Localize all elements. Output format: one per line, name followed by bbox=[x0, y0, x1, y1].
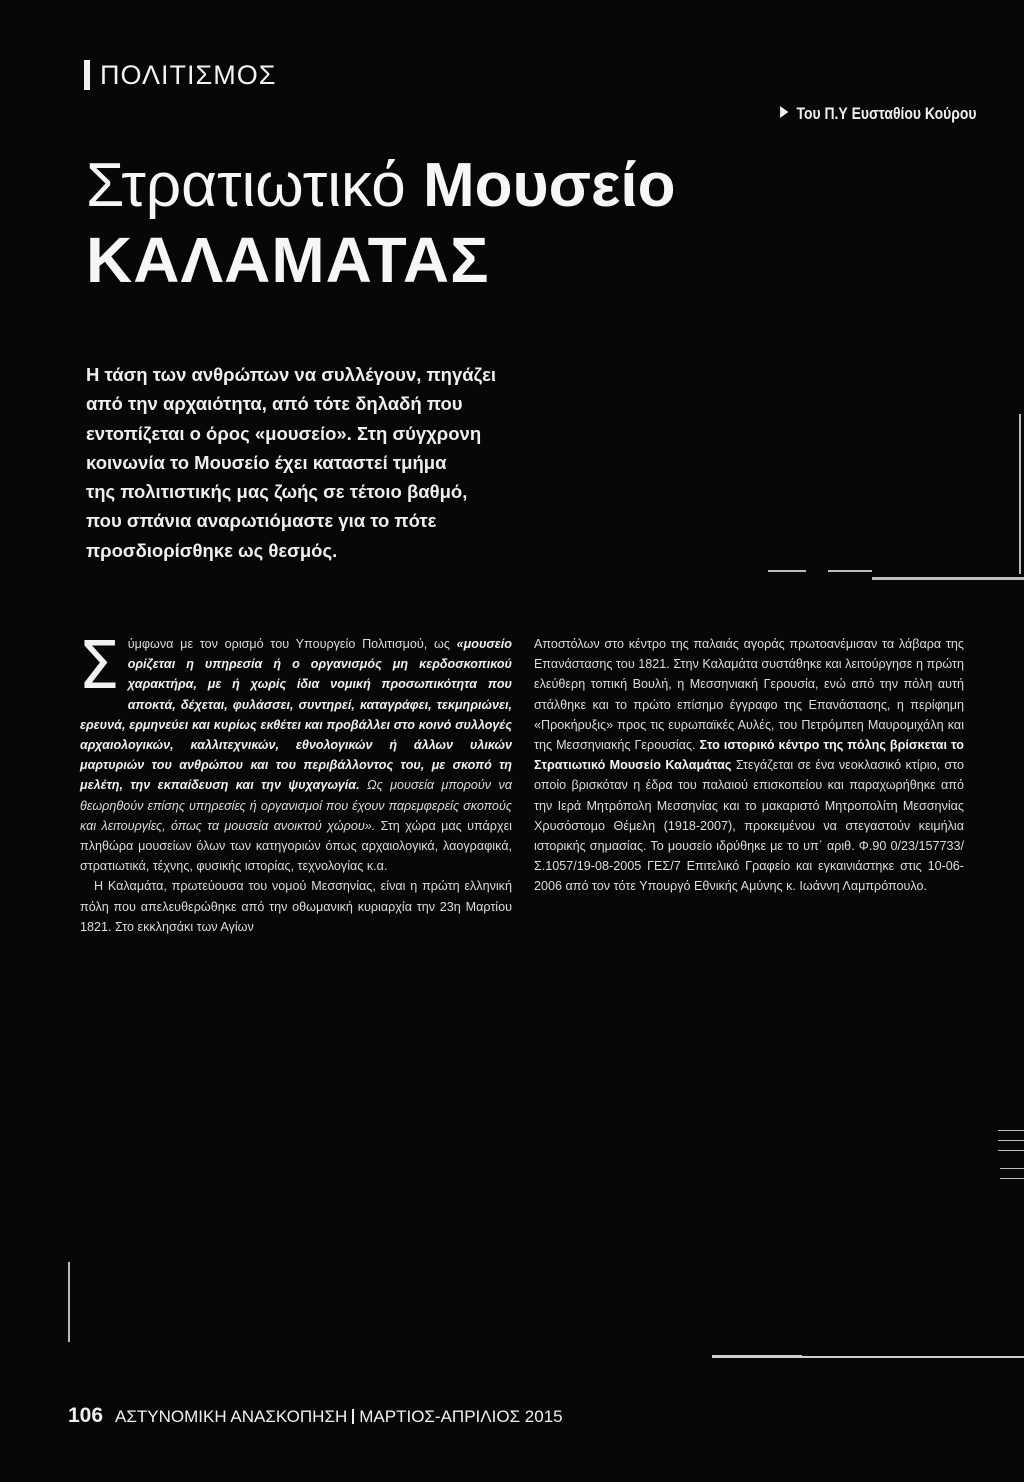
section-marker bbox=[84, 60, 90, 90]
edge-rule bbox=[1019, 414, 1021, 574]
body-column-right bbox=[534, 634, 964, 897]
quote-bold-italic: «μουσείο ορίζεται η υπηρεσία ή ο οργανισμός μη κερδοσκοπικού χαρακτήρα, με ή χωρίς ίδια νομική προσωπικότητα που αποκτά, δέχεται, φυλάσσει, συντηρεί, καταγράφει, τεκμηριώνει, ερευνά, ερμηνεύει και κυρίως εκθέτει και προβάλλει στο κοινό συλλογές αρχαιολογικών, καλλιτεχνικών, εθνολογικών ή άλλων υλικών μαρτυριών του ανθρώπου και του περιβάλλοντος του, με σκοπό τη μελέτη, την εκπαίδευση και την ψυχαγωγία. bbox=[80, 637, 512, 793]
text-run: Αποστόλων στο κέντρο της παλαιάς αγοράς πρωτοανέμισαν τα λάβαρα της Επανάστασης του 1821. Στην Καλαμάτα συστάθηκε και λειτούργησε η πρώτη ελεύθερη τοπική Βουλή, η Μεσσηνιακή Γερουσία, ενώ από την πόλη αυτή στάλθηκε και το πρώτο επίσημο έγγραφο της Επανάστασης, η περίφημη «Προκήρυξις» προς τις ευρωπαϊκές Αυλές, του Πετρόμπεη Μαυρομιχάλη και της Μεσσηνιακής Γερουσίας. bbox=[534, 637, 964, 753]
footer-rule-vertical bbox=[68, 1262, 70, 1342]
paragraph: Η Καλαμάτα, πρωτεύουσα του νομού Μεσσηνίας, είναι η πρώτη ελληνική πόλη που απελευθερώθηκε από την οθωμανική κυριαρχία την 23η Μαρτίου 1821. Στο εκκλησάκι των Αγίων bbox=[80, 879, 512, 934]
divider-rule bbox=[768, 570, 806, 572]
section-label: ΠΟΛΙΤΙΣΜΟΣ bbox=[100, 60, 277, 90]
text-run: Στεγάζεται σε ένα νεοκλασικό κτίριο, στο οποίο βρισκόταν η έδρα του παλαιού επισκοπείου και παραχωρήθηκε από την Ιερά Μητρόπολη Μεσσηνίας και το μακαριστό Μητροπολίτη Μεσσηνίας Χρυσόστομο Θέμελη (1918-2007), προκειμένου να στεγαστούν κειμήλια ιστορικής σημασίας. Το μουσείο ιδρύθηκε με το υπ΄ αριθ. Φ.90 0/23/157733/Σ.1057/19-08-2005 ΓΕΣ/7 Επιτελικό Γραφείο και εγκαινιάστηκε στις 10-06-2006 από τον τότε Υπουργό Εθνικής Αμύνης κ. Ιωάννη Λαμπρόπουλο. bbox=[534, 758, 965, 894]
lead-line: εντοπίζεται ο όρος «μουσείο». Στη σύγχρονη bbox=[86, 422, 482, 444]
paragraph bbox=[78, 627, 512, 876]
author-name: Του Π.Υ Ευσταθίου Κούρου bbox=[796, 104, 976, 123]
lead-line: της πολιτιστικής μας ζωής σε τέτοιο βαθμό, bbox=[86, 481, 468, 503]
divider-rule bbox=[1000, 1178, 1024, 1179]
divider-rule bbox=[828, 570, 872, 572]
article-lead bbox=[86, 360, 526, 565]
footer-rule bbox=[712, 1355, 802, 1358]
issue-date: ΜΑΡΤΙΟΣ-ΑΠΡΙΛΙΟΣ 2015 bbox=[359, 1407, 563, 1426]
quote-italic: Ως μουσεία μπορούν να θεωρηθούν επίσης υπηρεσίες ή οργανισμοί που έχουν παρεμφερείς σκοπούς και λειτουργίες, όπως τα μουσεία ανοικτού χώρου». bbox=[80, 778, 512, 833]
triangle-icon bbox=[780, 106, 788, 118]
lead-line: κοινωνία το Μουσείο έχει καταστεί τμήμα bbox=[86, 451, 447, 473]
page-footer bbox=[68, 1404, 563, 1429]
divider-rule bbox=[1000, 1168, 1024, 1169]
footer-rule bbox=[802, 1356, 1024, 1358]
lead-line: που σπάνια αναρωτιόμαστε για το πότε bbox=[86, 510, 437, 532]
magazine-name: ΑΣΤΥΝΟΜΙΚΗ ΑΝΑΣΚΟΠΗΣΗ bbox=[115, 1407, 348, 1426]
divider-rule bbox=[998, 1140, 1024, 1141]
lead-line: από την αρχαιότητα, από τότε δηλαδή που bbox=[86, 393, 463, 415]
author-byline bbox=[780, 104, 976, 124]
paragraph bbox=[534, 634, 964, 897]
text-run: Στη χώρα μας υπάρχει πληθώρα μουσείων όλων των κατηγοριών όπως αρχαιολογικά, λαογραφικά, στρατιωτικά, τέχνης, φυσικής ιστορίας, τεχνολογίας κ.α. bbox=[80, 818, 512, 874]
footer-separator bbox=[352, 1409, 354, 1424]
divider-rule bbox=[998, 1130, 1024, 1131]
dropcap: Σ bbox=[78, 627, 120, 704]
highlight-bold: Στο ιστορικό κέντρο της πόλης βρίσκεται το Στρατιωτικό Μουσείο Καλαμάτας bbox=[534, 738, 964, 773]
article-title-line-1 bbox=[86, 150, 676, 222]
title-bold: Μουσείο bbox=[422, 151, 676, 220]
divider-rule bbox=[872, 577, 1024, 580]
page-number: 106 bbox=[68, 1404, 104, 1427]
text-run: ύμφωνα με τον ορισμό του Υπουργείο Πολιτισμού, ως bbox=[127, 637, 457, 651]
divider-rule bbox=[998, 1150, 1024, 1151]
lead-line: Η τάση των ανθρώπων να συλλέγουν, πηγάζει bbox=[86, 364, 497, 385]
lead-line: προσδιορίσθηκε ως θεσμός. bbox=[86, 539, 338, 561]
article-title-line-2: ΚΑΛΑΜΑΤΑΣ bbox=[86, 224, 490, 296]
title-light: Στρατιωτικό bbox=[86, 151, 423, 220]
body-column-left bbox=[78, 627, 512, 937]
